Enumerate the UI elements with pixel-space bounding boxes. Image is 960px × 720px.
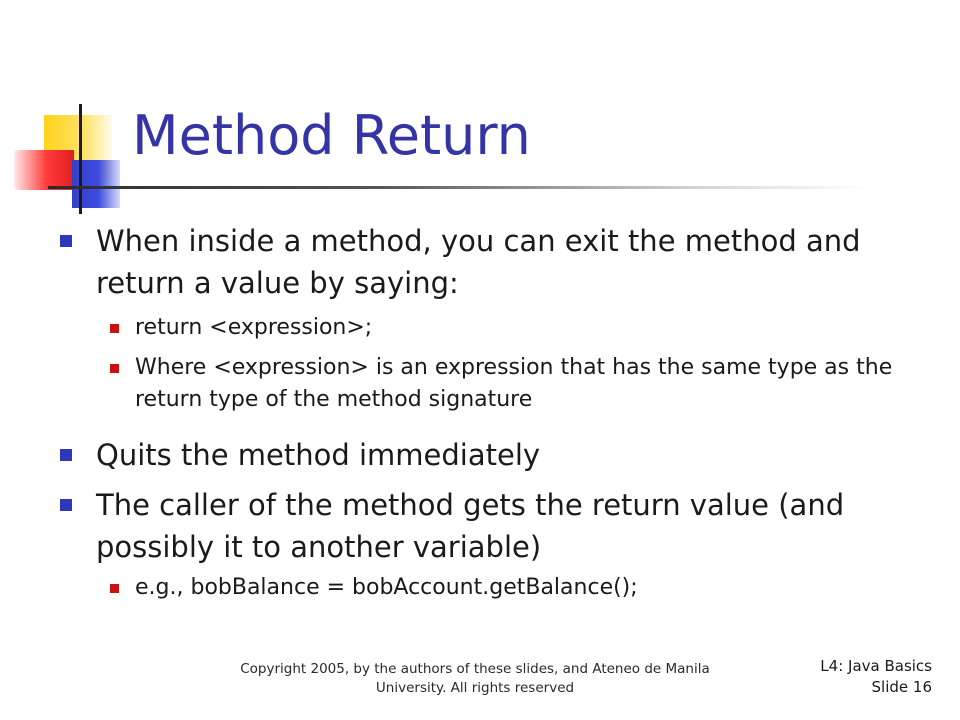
slide-title: Method Return xyxy=(132,104,531,167)
bullet-item: When inside a method, you can exit the method and return a value by saying: xyxy=(58,220,938,304)
bullet-list xyxy=(58,220,938,612)
title-underline xyxy=(48,186,868,189)
footer-course: L4: Java Basics xyxy=(820,657,932,675)
footer-slide-info xyxy=(820,656,932,698)
logo-red-bar xyxy=(14,150,74,190)
logo-vertical-line xyxy=(79,104,82,214)
footer-slide-number: Slide 16 xyxy=(871,678,932,696)
sub-bullet-item: e.g., bobBalance = bobAccount.getBalance(); xyxy=(58,572,938,604)
bullet-item: The caller of the method gets the return value (and possibly it to another variable) xyxy=(58,484,938,568)
sub-bullet-item: Where <expression> is an expression that has the same type as the return type of the method signature xyxy=(58,352,938,416)
bullet-item: Quits the method immediately xyxy=(58,434,938,476)
footer-copyright: Copyright 2005, by the authors of these slides, and Ateneo de Manila University. All rights reserved xyxy=(240,661,710,696)
sub-bullet-item: return <expression>; xyxy=(58,312,938,344)
